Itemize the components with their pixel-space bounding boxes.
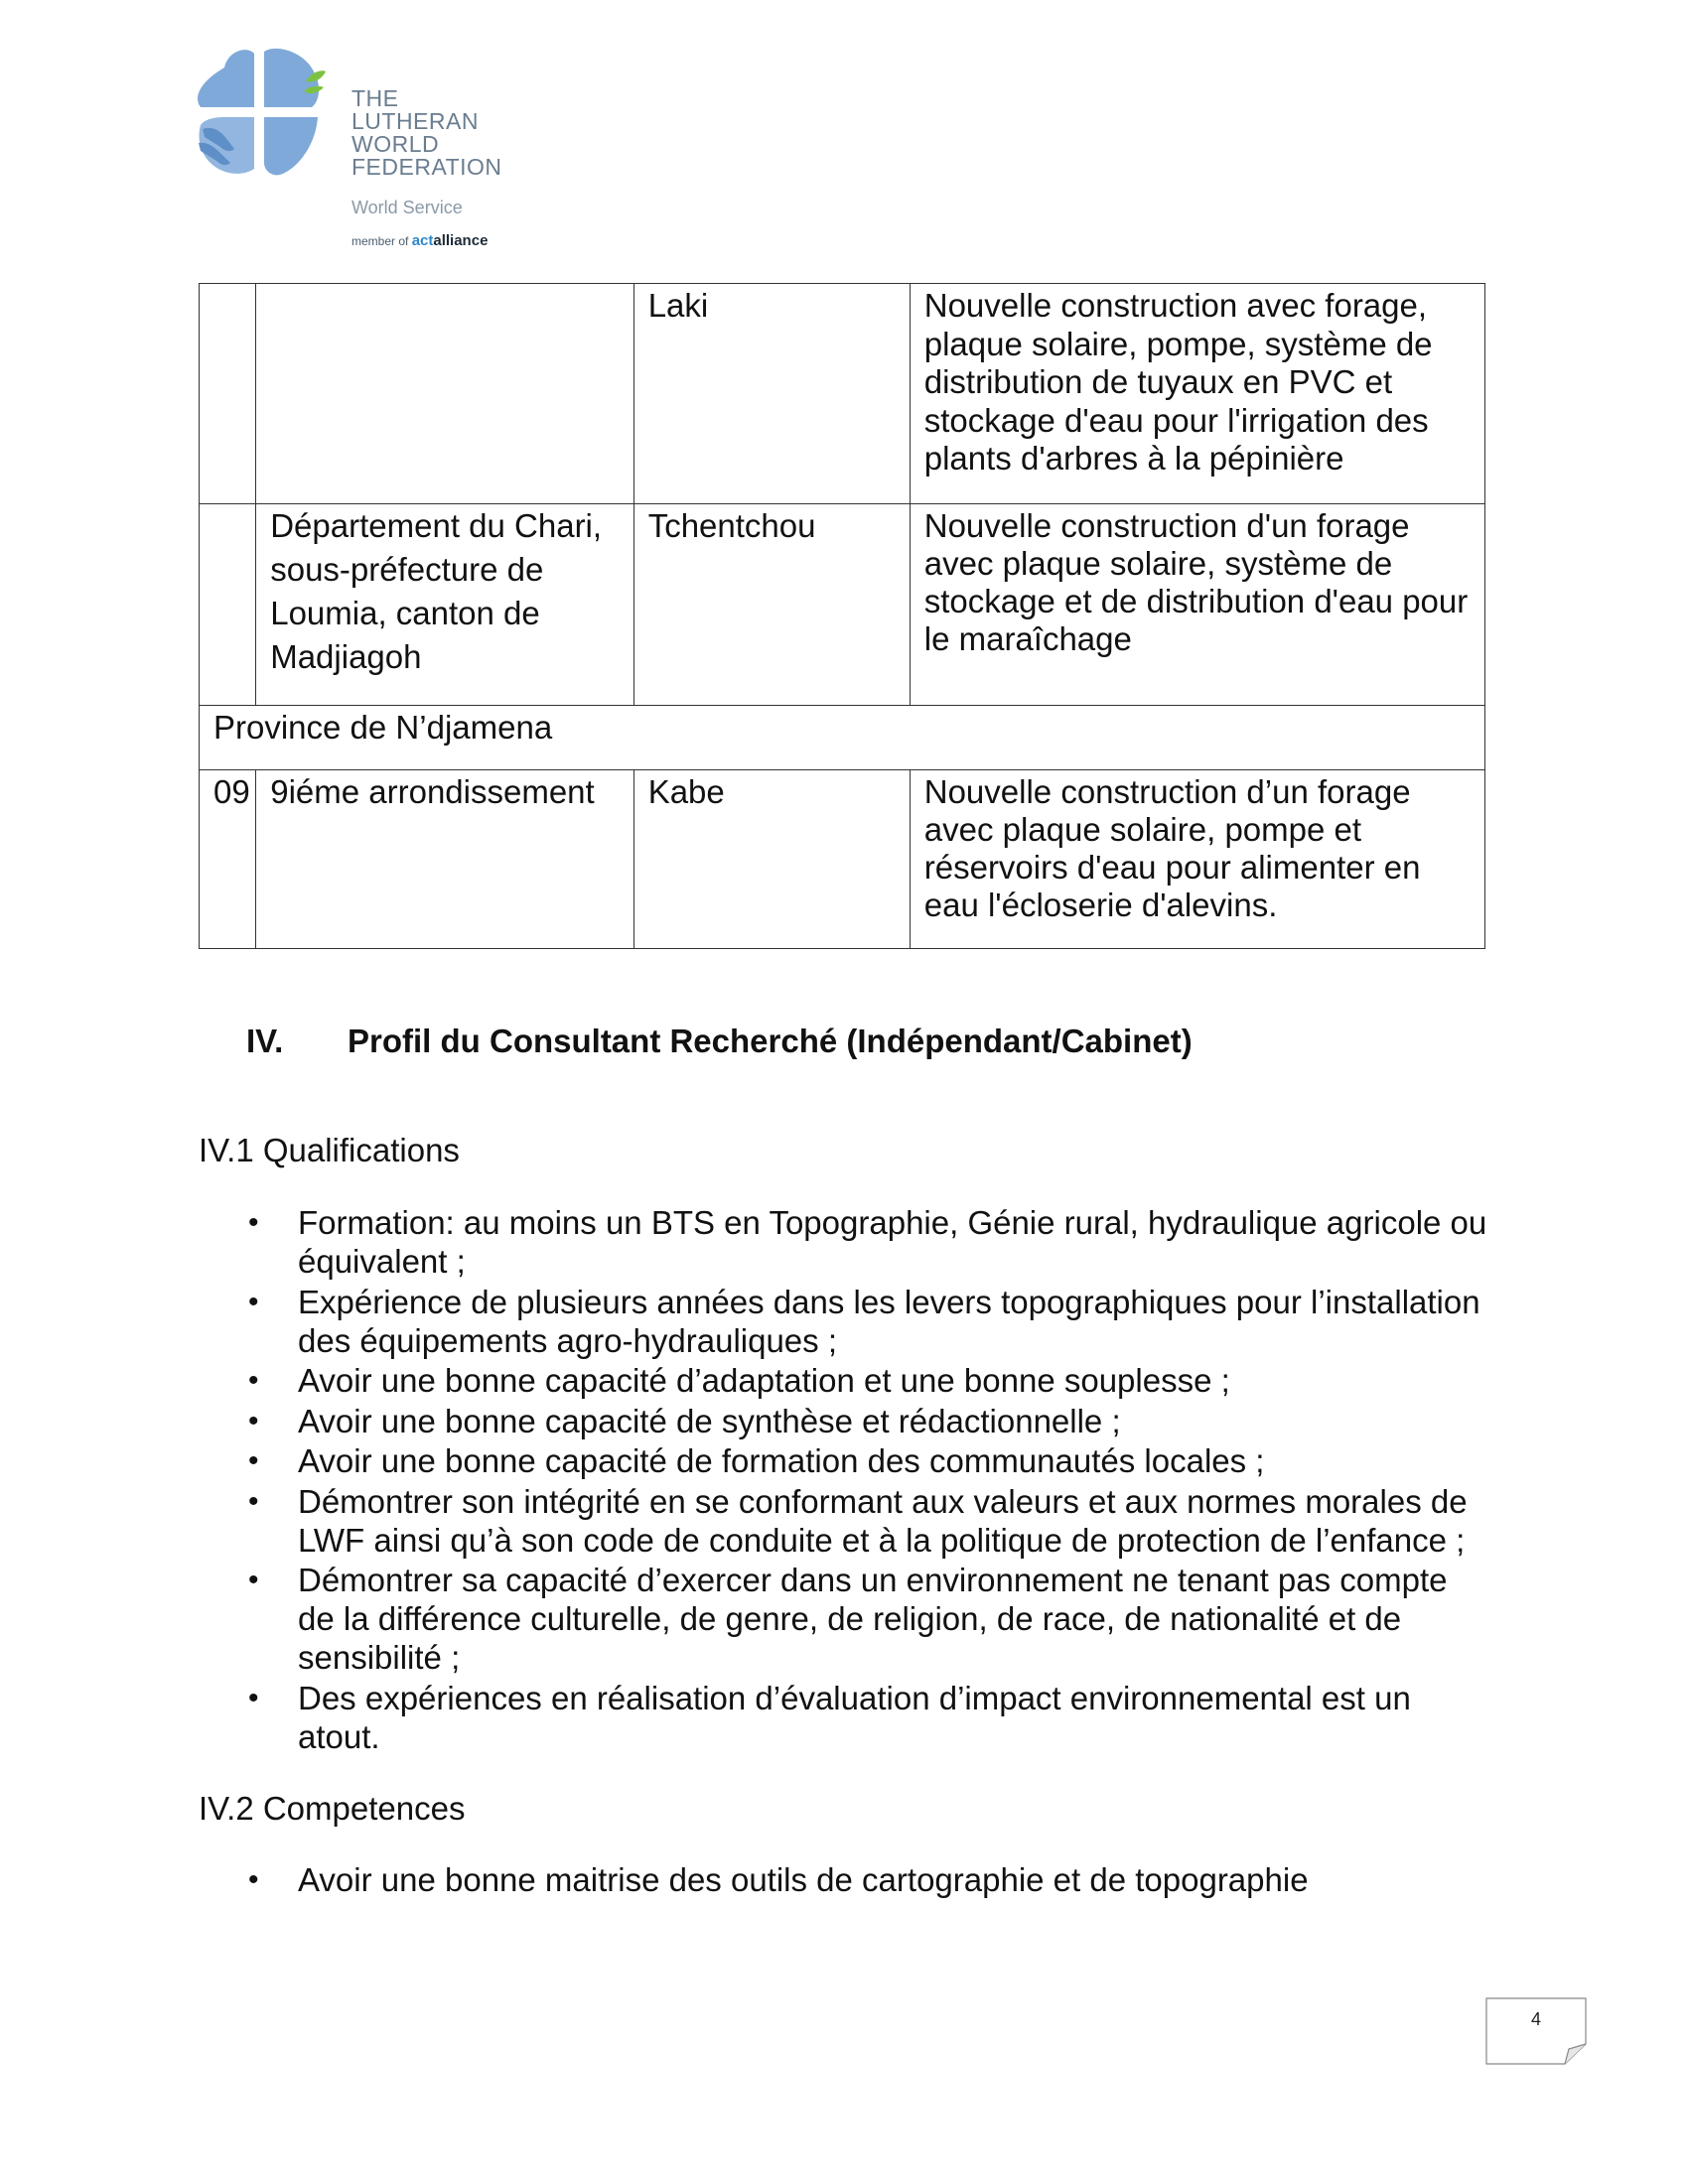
page-number: 4 bbox=[1530, 2009, 1541, 2029]
list-item: • Démontrer sa capacité d’exercer dans un environnement ne tenant pas compte de la différence culturelle, de genre, de religion, de race, de nationalité et de sensibilité ; bbox=[199, 1561, 1489, 1677]
row-number bbox=[200, 284, 256, 504]
page-curl-icon bbox=[1485, 1997, 1587, 2065]
act-word: act bbox=[411, 232, 434, 249]
list-item: • Avoir une bonne capacité d’adaptation et une bonne souplesse ; bbox=[199, 1361, 1489, 1400]
section-heading bbox=[246, 1023, 1193, 1060]
village-cell: Laki bbox=[633, 284, 910, 504]
lwf-emblem-icon bbox=[195, 46, 329, 180]
table-row bbox=[200, 284, 1485, 504]
description-cell: Nouvelle construction avec forage, plaque solaire, pompe, système de distribution de tuyaux en PVC et stockage d'eau pour l'irrigation des plants d'arbres à la pépinière bbox=[910, 284, 1484, 504]
table-row bbox=[200, 770, 1485, 949]
member-prefix: member of bbox=[352, 234, 412, 248]
location-cell: 9iéme arrondissement bbox=[256, 770, 633, 949]
table-row bbox=[200, 504, 1485, 706]
row-number: 09 bbox=[200, 770, 256, 949]
page-number-box bbox=[1485, 1997, 1587, 2065]
org-name: THE LUTHERAN WORLD FEDERATION bbox=[352, 85, 502, 180]
province-row bbox=[200, 706, 1485, 770]
list-item: • Des expériences en réalisation d’évaluation d’impact environnemental est un atout. bbox=[199, 1679, 1489, 1756]
competences-heading: IV.2 Competences bbox=[199, 1790, 466, 1827]
list-item: • Avoir une bonne capacité de formation des communautés locales ; bbox=[199, 1441, 1489, 1480]
list-item: • Avoir une bonne maitrise des outils de cartographie et de topographie bbox=[199, 1860, 1489, 1899]
act-alliance-label bbox=[352, 232, 488, 249]
location-cell bbox=[256, 284, 633, 504]
village-cell: Kabe bbox=[633, 770, 910, 949]
location-cell: Département du Chari, sous-préfecture de Loumia, canton de Madjiagoh bbox=[256, 504, 633, 706]
qualifications-heading: IV.1 Qualifications bbox=[199, 1132, 460, 1168]
village-cell: Tchentchou bbox=[633, 504, 910, 706]
section-title: Profil du Consultant Recherché (Indépendant/Cabinet) bbox=[348, 1023, 1193, 1059]
row-number bbox=[200, 504, 256, 706]
lwf-logo bbox=[195, 46, 522, 254]
list-item: • Démontrer son intégrité en se conformant aux valeurs et aux normes morales de LWF ainsi qu’à son code de conduite et à la politique de protection de l’enfance ; bbox=[199, 1482, 1489, 1560]
section-number: IV. bbox=[246, 1023, 284, 1059]
description-cell: Nouvelle construction d’un forage avec plaque solaire, pompe et réservoirs d'eau pour alimenter en eau l'écloserie d'alevins. bbox=[910, 770, 1484, 949]
list-item: • Expérience de plusieurs années dans les levers topographiques pour l’installation des équipements agro-hydrauliques ; bbox=[199, 1283, 1489, 1360]
qualifications-list bbox=[199, 1203, 1489, 1757]
description-cell: Nouvelle construction d'un forage avec plaque solaire, système de stockage et de distribution d'eau pour le maraîchage bbox=[910, 504, 1484, 706]
province-cell: Province de N’djamena bbox=[200, 706, 1485, 770]
sites-table bbox=[199, 283, 1485, 949]
list-item: • Formation: au moins un BTS en Topographie, Génie rural, hydraulique agricole ou équivalent ; bbox=[199, 1203, 1489, 1281]
list-item: • Avoir une bonne capacité de synthèse et rédactionnelle ; bbox=[199, 1402, 1489, 1440]
alliance-word: alliance bbox=[433, 232, 489, 249]
org-subtitle: World Service bbox=[352, 198, 463, 217]
competences-list bbox=[199, 1860, 1489, 1901]
